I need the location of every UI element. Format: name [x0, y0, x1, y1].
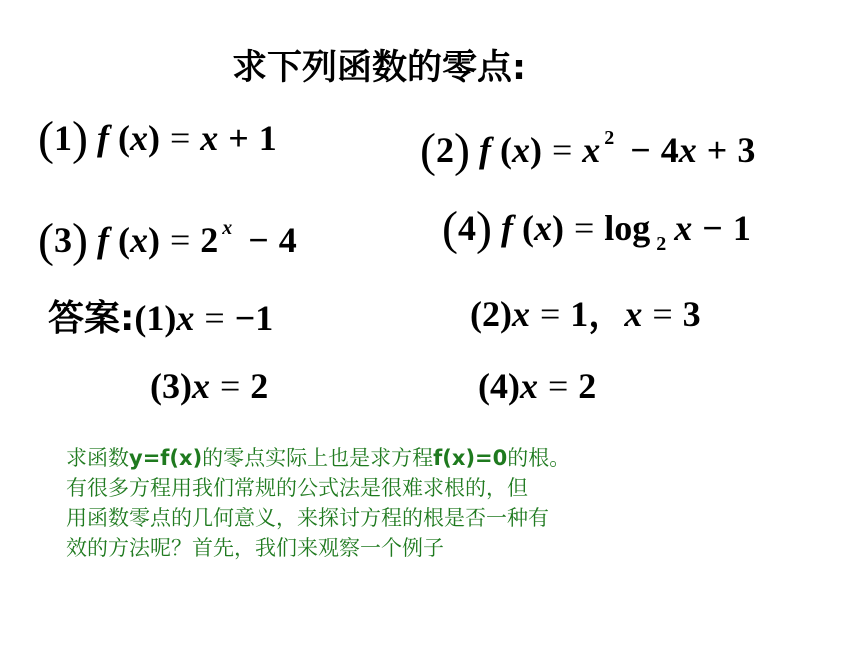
- answer-1: 答案:(1)x = −1: [48, 298, 274, 339]
- note-line-4: 效的方法呢？首先，我们来观察一个例子: [66, 536, 444, 560]
- problem-2-number: 2: [435, 130, 454, 170]
- answer-4: (4)x = 2: [478, 366, 597, 406]
- problem-4-number: 4: [457, 208, 476, 248]
- problem-4: (4) f (x) = log $_2$ x − 1: [442, 202, 751, 255]
- answer-3: (3)x = 2: [150, 366, 269, 406]
- answer-label: 答案:: [48, 298, 135, 339]
- problem-2-exponent: 2: [604, 127, 615, 149]
- answer-2: (2)x = 1，x = 3: [470, 294, 701, 334]
- note-line-3: 用函数零点的几何意义，来探讨方程的根是否一种有: [66, 506, 549, 530]
- problem-1: (1) f (x) = x + 1: [38, 112, 277, 165]
- problem-2: (2) f (x) = x $^2$ − 4x + 3: [420, 124, 756, 177]
- note-line-1: 求函数y=f(x)的零点实际上也是求方程f(x)=0的根。: [66, 446, 571, 470]
- problem-1-number: 1: [53, 118, 72, 158]
- problem-3: (3) f (x) = 2 $^x$ − 4: [38, 214, 297, 267]
- problem-4-log: log: [604, 208, 651, 248]
- problem-3-base: 2: [200, 220, 219, 260]
- problem-3-exponent: x: [222, 217, 233, 239]
- explanation-note: [66, 443, 746, 563]
- problem-3-number: 3: [53, 220, 72, 260]
- note-line-2: 有很多方程用我们常规的公式法是很难求根的，但: [66, 476, 528, 500]
- page-title: 求下列函数的零点:: [232, 48, 526, 88]
- problem-4-log-base: 2: [656, 233, 667, 255]
